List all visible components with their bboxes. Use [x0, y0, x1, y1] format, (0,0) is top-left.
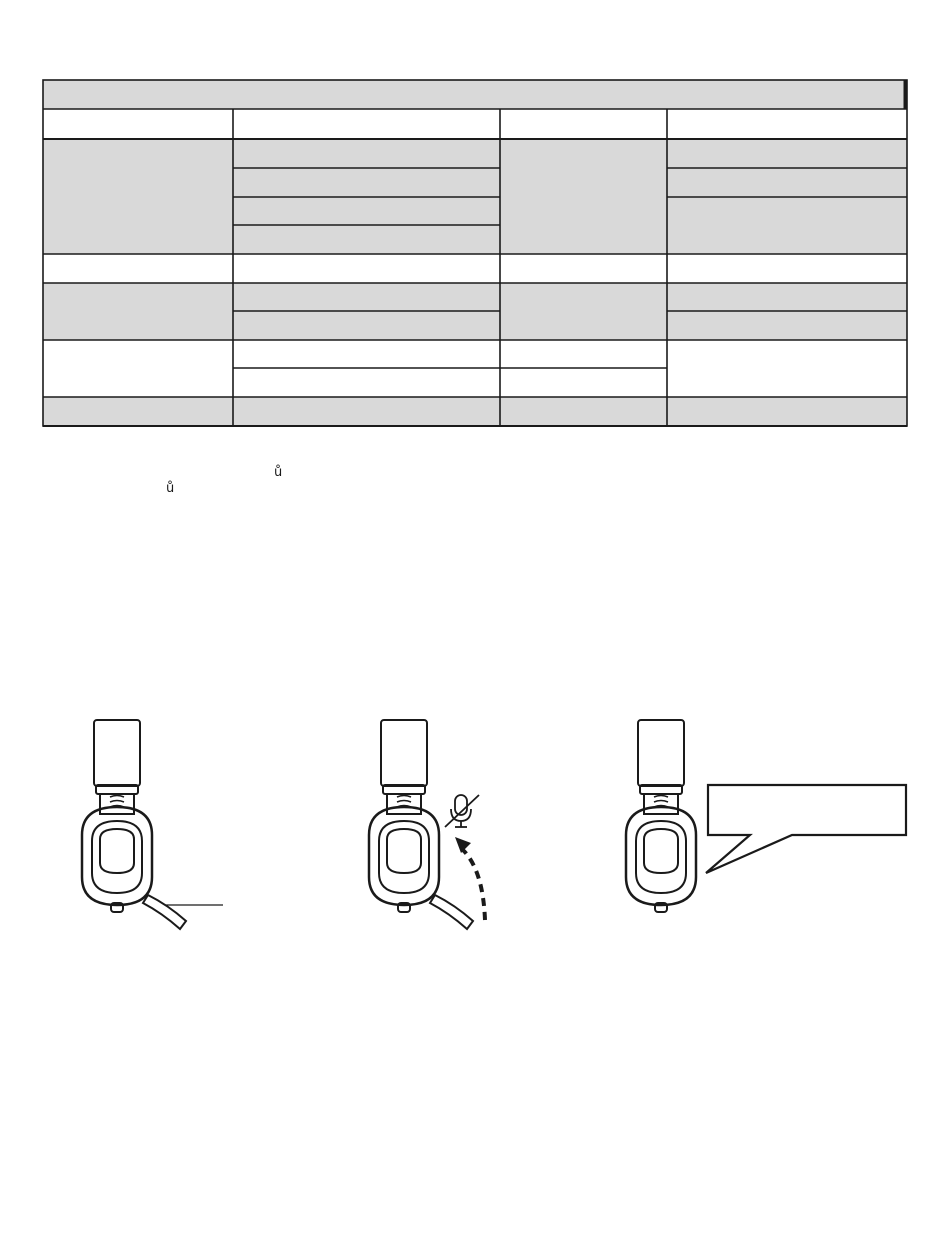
headset-icon [626, 720, 696, 912]
mic-muted-icon [445, 795, 479, 827]
headset-figure-2 [357, 715, 527, 935]
raise-arrow-icon [455, 837, 485, 920]
headset-icon [82, 720, 223, 929]
speech-bubble-icon [706, 785, 906, 873]
headset-figure-1 [70, 715, 240, 935]
headset-icon [369, 720, 473, 929]
headset-figure-3 [614, 715, 914, 935]
glyph-mark-2: ů [166, 481, 175, 496]
table-shaded-cells [43, 80, 907, 426]
feature-table [0, 0, 950, 440]
glyph-mark-1: ů [274, 465, 283, 480]
